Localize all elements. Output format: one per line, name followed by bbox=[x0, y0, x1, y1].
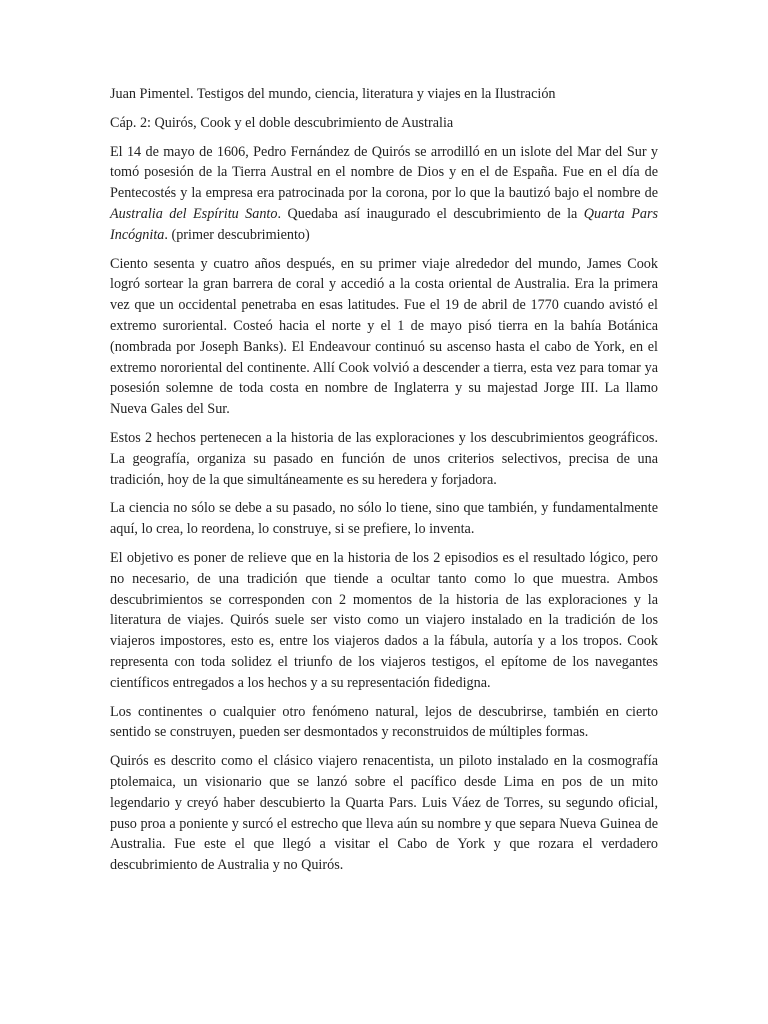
paragraph-text: . (primer descubrimiento) bbox=[164, 226, 310, 243]
italic-term-australia-espiritu-santo: Australia del Espíritu Santo bbox=[110, 205, 278, 222]
paragraph-continents: Los continentes o cualquier otro fenómeno natural, lejos de descubrirse, también en cierto sentido se construyen, pueden ser desmontados y reconstruidos de múltiples formas. bbox=[110, 703, 658, 741]
paragraph-geography-history: Estos 2 hechos pertenecen a la historia de las exploraciones y los descubrimientos geográficos. La geografía, organiza su pasado en función de unos criterios selectivos, precisa de una tradición, hoy de la que simultáneamente es su heredera y forjadora. bbox=[110, 429, 658, 488]
paragraph-quiros-torres: Quirós es descrito como el clásico viajero renacentista, un piloto instalado en la cosmografía ptolemaica, un visionario que se lanzó sobre el pacífico desde Lima en pos de un mito legendario y creyó haber descubierto la Quarta Pars. Luis Váez de Torres, su segundo oficial, puso proa a poniente y surcó el estrecho que lleva aún su nombre y que separa Nueva Guinea de Australia. Fue este el que llegó a visitar el Cabo de York y que rozara el verdadero descubrimiento de Australia y no Quirós. bbox=[110, 753, 658, 874]
paragraph-cook-voyage: Ciento sesenta y cuatro años después, en su primer viaje alrededor del mundo, James Cook logró sortear la gran barrera de coral y accedió a la costa oriental de Australia. Era la primera vez que un occidental penetraba en esas latitudes. Fue el 19 de abril de 1770 cuando avistó el extremo suroriental. Costeó hacia el norte y el 1 de mayo pisó tierra en la bahía Botánica (nombrada por Joseph Banks). El Endeavour continuó su ascenso hasta el cabo de York, en el extremo nororiental del continente. Allí Cook volvió a descender a tierra, esta vez para tomar ya posesión solemne de toda costa en nombre de Inglaterra y su majestad Jorge III. La llamo Nueva Gales del Sur. bbox=[110, 255, 658, 418]
paragraph-quiros-discovery bbox=[110, 142, 658, 246]
document-header: Juan Pimentel. Testigos del mundo, ciencia, literatura y viajes en la Ilustración bbox=[110, 86, 556, 102]
paragraph-objective: El objetivo es poner de relieve que en la historia de los 2 episodios es el resultado lógico, pero no necesario, de una tradición que tiende a ocultar tanto como lo que muestra. Ambos descubrimientos se corresponden con 2 momentos de la historia de las exploraciones y la literatura de viajes. Quirós suele ser visto como un viajero instalado en la tradición de los viajeros impostores, esto es, entre los viajeros dados a la fábula, autoría y a los tropos. Cook representa con toda solidez el triunfo de los viajeros testigos, el epítome de los navegantes científicos entregados a los hechos y a su representación fidedigna. bbox=[110, 549, 658, 691]
document-page bbox=[110, 84, 658, 876]
paragraph-text: El 14 de mayo de 1606, Pedro Fernández de Quirós se arrodilló en un islote del Mar del Sur y tomó posesión de la Tierra Austral en el nombre de Dios y en el de España. Fue en el día de Pentecostés y la empresa era patrocinada por la corona, por lo que la bautizó bajo el nombre de bbox=[110, 143, 658, 202]
paragraph-text: . Quedaba así inaugurado el descubrimiento de la bbox=[277, 205, 584, 222]
italic-term-quarta-pars: Quarta Pars Incógnita bbox=[110, 205, 659, 243]
chapter-title: Cáp. 2: Quirós, Cook y el doble descubrimiento de Australia bbox=[110, 114, 454, 131]
paragraph-science-past: La ciencia no sólo se debe a su pasado, no sólo lo tiene, sino que también, y fundamentalmente aquí, lo crea, lo reordena, lo construye, si se prefiere, lo inventa. bbox=[110, 500, 658, 538]
